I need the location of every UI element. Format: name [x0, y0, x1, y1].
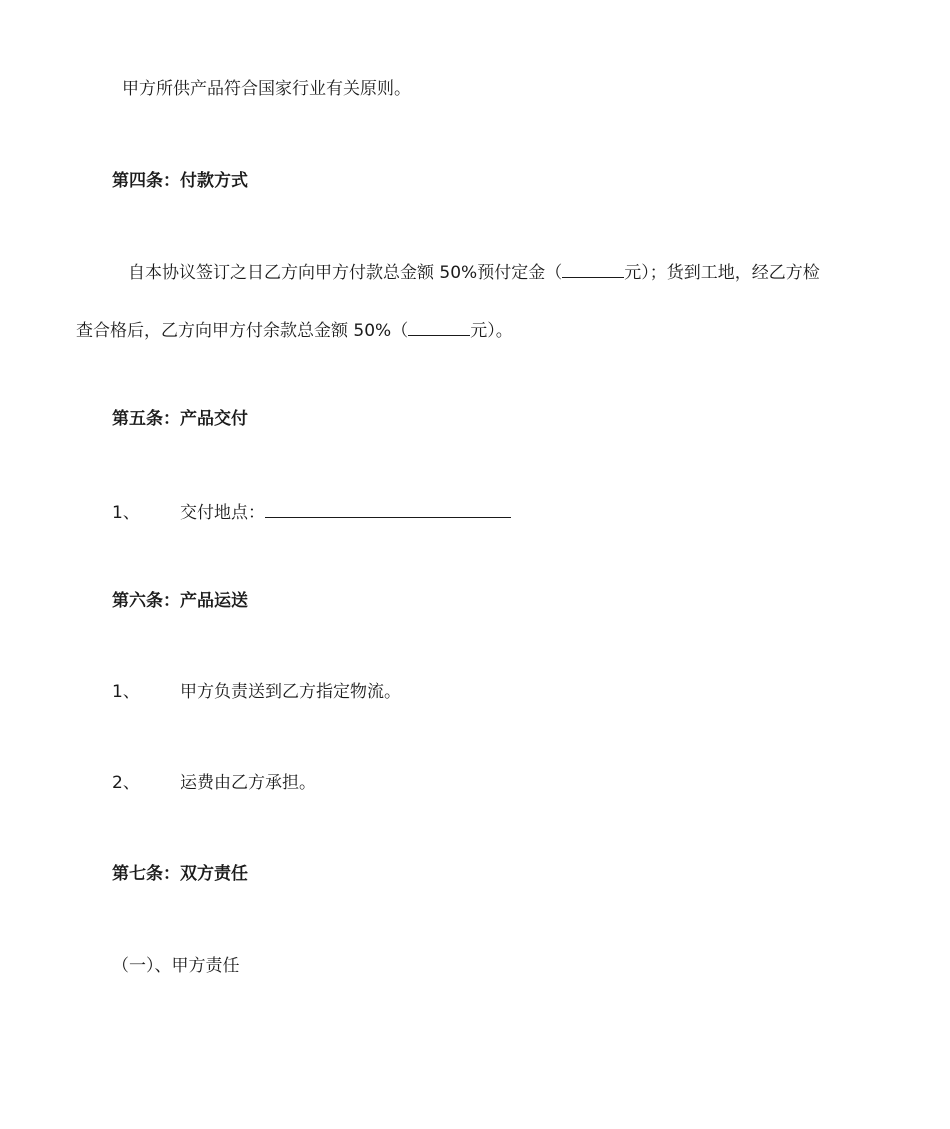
article-4-heading: 第四条：付款方式: [112, 171, 248, 191]
article-6-item-2: [112, 771, 316, 795]
payment-text-c: 查合格后，乙方向甲方付余款总金额 50%（: [76, 321, 409, 341]
article-7-heading: 第七条：双方责任: [112, 864, 248, 884]
article-4-paragraph-line-1: [128, 259, 820, 285]
item-text: 交付地点：: [180, 503, 265, 523]
item-text: 运费由乙方承担。: [180, 773, 316, 793]
balance-amount-blank: [408, 317, 470, 336]
payment-text-d: 元）。: [470, 321, 513, 341]
article-6-heading: 第六条：产品运送: [112, 591, 248, 611]
article-6-item-1: [112, 680, 401, 704]
delivery-location-blank: [265, 499, 511, 518]
item-text: 甲方负责送到乙方指定物流。: [180, 682, 401, 702]
payment-text-b: 元）；货到工地，经乙方检: [624, 263, 820, 283]
paragraph-product-standard: 甲方所供产品符合国家行业有关原则。: [122, 79, 411, 99]
article-5-heading: 第五条：产品交付: [112, 409, 248, 429]
item-number: 1、: [112, 682, 140, 702]
deposit-amount-blank: [562, 259, 624, 278]
item-number: 1、: [112, 503, 140, 523]
item-number: 2、: [112, 773, 140, 793]
article-7-subsection-1: （一）、甲方责任: [112, 956, 240, 976]
payment-text-a: 自本协议签订之日乙方向甲方付款总金额 50%预付定金（: [128, 263, 563, 283]
article-4-paragraph-line-2: [76, 317, 513, 343]
article-5-item-1: [112, 499, 511, 525]
